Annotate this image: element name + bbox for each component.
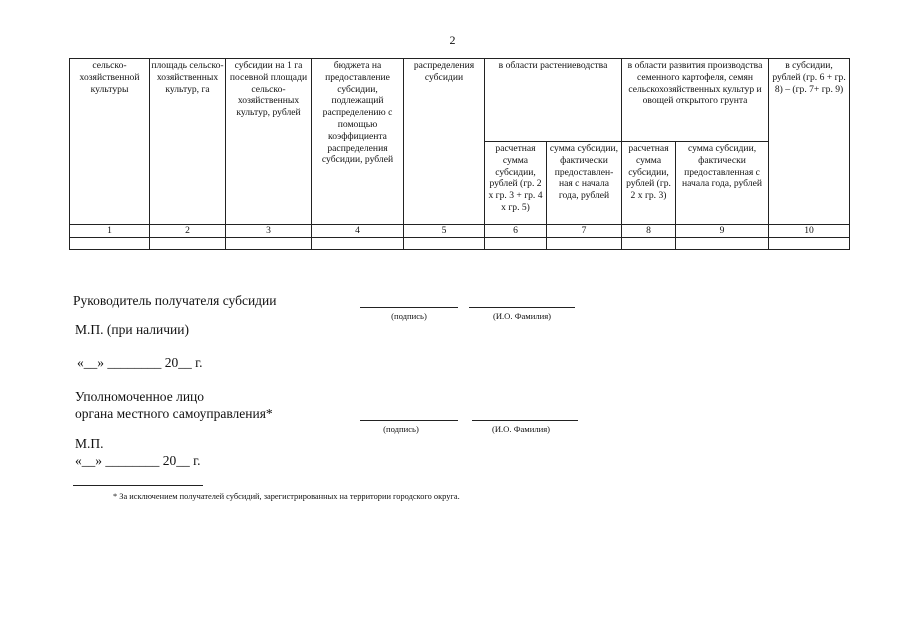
- column-number: 5: [404, 225, 485, 238]
- column-number-row: [70, 225, 850, 238]
- header-crop-production: в области растениеводства: [485, 59, 622, 142]
- authorized-label-line2: органа местного самоуправления*: [75, 406, 273, 421]
- name-line: [469, 307, 575, 308]
- date-line-2: «__» ________ 20__ г.: [75, 453, 201, 468]
- signature-line: [360, 420, 458, 421]
- header-seed-production: в области развития производства семенного картофеля, семян сельскохозяйственных культур и овощей открытого грунта: [622, 59, 769, 142]
- subsidy-table: [69, 58, 850, 250]
- header-budget: бюджета на предоставление субсидии, подлежащий распределению с помощью коэффициента распределения субсидии, рублей: [312, 59, 404, 225]
- table-cell: [622, 237, 676, 249]
- date-line-1: «__» ________ 20__ г.: [77, 355, 203, 370]
- header-crop: сельско-хозяйственной культуры: [70, 59, 150, 225]
- subheader-paid-seed: сумма субсидии, фактически предоставленная с начала года, рублей: [676, 142, 769, 225]
- seal-if-any-label: М.П. (при наличии): [75, 322, 189, 337]
- table-cell: [769, 237, 850, 249]
- footnote: * За исключением получателей субсидий, зарегистрированных на территории городского округа.: [113, 492, 460, 501]
- column-number: 10: [769, 225, 850, 238]
- signature-line: [360, 307, 458, 308]
- column-number: 9: [676, 225, 769, 238]
- column-number: 8: [622, 225, 676, 238]
- column-number: 7: [547, 225, 622, 238]
- authorized-label-line1: Уполномоченное лицо: [75, 389, 205, 404]
- table-cell: [312, 237, 404, 249]
- header-total: в субсидии, рублей (гр. 6 + гр. 8) – (гр. 7+ гр. 9): [769, 59, 850, 225]
- column-number: 6: [485, 225, 547, 238]
- table-row: [70, 237, 850, 249]
- table-header-row: [70, 59, 850, 142]
- signature-caption: (подпись): [391, 311, 427, 321]
- head-label: Руководитель получателя субсидии: [73, 293, 277, 308]
- column-number: 1: [70, 225, 150, 238]
- table-cell: [404, 237, 485, 249]
- subheader-paid-crop: сумма субсидии, фактически предоставлен-ная с начала года, рублей: [547, 142, 622, 225]
- column-number: 2: [150, 225, 226, 238]
- subheader-calc-seed: расчетная сумма субсидии, рублей (гр. 2 x гр. 3): [622, 142, 676, 225]
- header-area: площадь сельско-хозяйственных культур, га: [150, 59, 226, 225]
- subheader-calc-crop: расчетная сумма субсидии, рублей (гр. 2 x гр. 3 + гр. 4 x гр. 5): [485, 142, 547, 225]
- table-cell: [485, 237, 547, 249]
- header-subsidy-per-ha: субсидии на 1 га посевной площади сельско-хозяйственных культур, рублей: [226, 59, 312, 225]
- column-number: 3: [226, 225, 312, 238]
- signature-caption: (подпись): [383, 424, 419, 434]
- table-cell: [70, 237, 150, 249]
- column-number: 4: [312, 225, 404, 238]
- table-cell: [226, 237, 312, 249]
- name-caption: (И.О. Фамилия): [491, 424, 551, 434]
- seal-label: М.П.: [75, 436, 104, 451]
- table-cell: [676, 237, 769, 249]
- name-caption: (И.О. Фамилия): [492, 311, 552, 321]
- header-distribution: распределения субсидии: [404, 59, 485, 225]
- footnote-rule: [73, 485, 203, 486]
- table-cell: [547, 237, 622, 249]
- page-number: 2: [449, 33, 456, 47]
- table-cell: [150, 237, 226, 249]
- name-line: [472, 420, 578, 421]
